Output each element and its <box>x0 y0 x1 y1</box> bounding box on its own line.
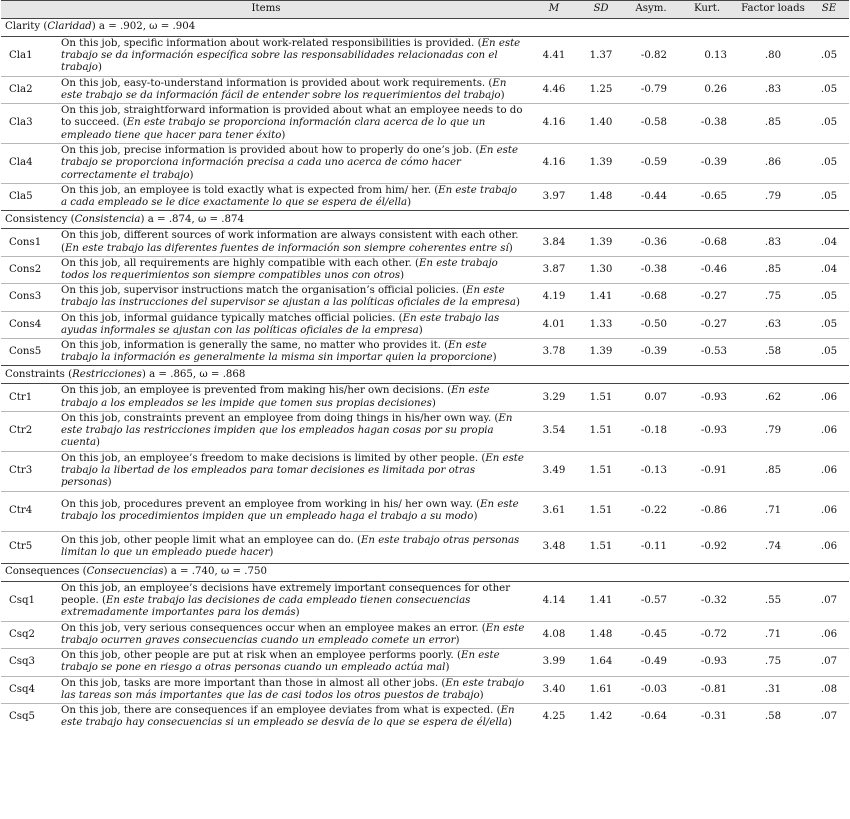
kurtosis-value: 0.26 <box>677 76 737 103</box>
item-text: On this job, information is generally the same, no matter who provides it. (En este trabajo la información es generalmente la misma sin importar quien la proporcione) <box>61 340 497 364</box>
table-row <box>1 339 849 366</box>
sd-value: 1.48 <box>577 621 625 648</box>
sd-value: 1.42 <box>589 711 613 723</box>
item-text: On this job, an employee is told exactly what is expected from him/ her. (En este trabajo a cada empleado se le dice exactamente lo que se espera de él/ella) <box>61 185 517 209</box>
factor-load-value: .79 <box>737 411 809 451</box>
item-text-es: En este trabajo se pone en riesgo a otras personas cuando un empleado actúa mal <box>61 650 500 674</box>
asymmetry-value: -0.50 <box>625 311 677 338</box>
asymmetry-value: -0.11 <box>640 541 668 553</box>
item-code: Ctr3 <box>1 451 57 491</box>
item-code: Cla5 <box>9 191 33 203</box>
mean-value: 3.29 <box>531 384 577 411</box>
header-sd: SD <box>577 1 625 19</box>
item-code: Cons5 <box>9 346 42 358</box>
item-text-en: On this job, constraints prevent an employee from doing things in his/her own way. <box>61 413 492 425</box>
sd-value: 1.39 <box>589 346 613 358</box>
asymmetry-value: -0.79 <box>625 76 677 103</box>
asymmetry-value: -0.36 <box>625 229 677 256</box>
section-header <box>1 19 849 37</box>
mean-value: 4.19 <box>531 284 577 311</box>
item-text-en: On this job, supervisor instructions match the organisation’s official policies. <box>61 285 459 297</box>
kurtosis-value: -0.32 <box>677 581 737 621</box>
factor-load-value: .85 <box>737 256 809 283</box>
se-value: .04 <box>809 229 849 256</box>
section-stats: a = .902, ω = .904 <box>98 21 196 33</box>
header-se: SE <box>809 1 849 19</box>
factor-load-value: .83 <box>737 229 809 256</box>
mean-value: 4.41 <box>531 37 577 77</box>
item-text-en: On this job, very serious consequences occur when an employee makes an error. <box>61 622 479 634</box>
kurtosis-value: -0.93 <box>677 649 737 676</box>
table-row <box>1 531 849 563</box>
mean-value: 3.48 <box>542 541 566 553</box>
item-text-en: On this job, there are consequences if an employee deviates from what is expected. <box>61 705 494 717</box>
mean-value: 4.08 <box>531 621 577 648</box>
se-value: .05 <box>820 191 838 203</box>
asymmetry-value: -0.22 <box>625 491 677 531</box>
mean-value: 3.54 <box>531 411 577 451</box>
se-value: .05 <box>809 76 849 103</box>
section-name-es: Claridad <box>47 21 92 33</box>
item-code: Cla4 <box>1 144 57 184</box>
sd-value: 1.37 <box>577 37 625 77</box>
item-text-en: On this job, easy-to-understand information is provided about work requirements. <box>61 77 486 89</box>
factor-load-value: .63 <box>737 311 809 338</box>
section-title: Consistency (Consistencia) a = .874, ω = .874 <box>1 211 849 229</box>
mean-value: 4.16 <box>531 104 577 144</box>
sd-value: 1.40 <box>577 104 625 144</box>
factor-load-value: .58 <box>764 346 782 358</box>
kurtosis-value: -0.27 <box>677 284 737 311</box>
table-row <box>1 184 849 211</box>
header-items: Items <box>1 1 531 19</box>
sd-value: 1.39 <box>577 144 625 184</box>
item-text: On this job, constraints prevent an employee from doing things in his/her own way. (En este trabajo las restricciones impiden que los empleados hagan cosas por su propia cuenta) <box>57 411 531 451</box>
kurtosis-value: 0.13 <box>677 37 737 77</box>
mean-value: 3.61 <box>531 491 577 531</box>
section-title: Constraints (Restricciones) a = .865, ω = .868 <box>1 366 849 384</box>
factor-load-value: .62 <box>737 384 809 411</box>
asymmetry-value: -0.57 <box>625 581 677 621</box>
item-text-es: En este trabajo a los empleados se les impide que tomen sus propias decisiones <box>61 385 490 409</box>
item-text-es: En este trabajo se proporciona información clara acerca de lo que un empleado tiene que hacer para tener éxito <box>61 117 486 141</box>
item-code: Cons4 <box>1 311 57 338</box>
item-text-en: On this job, other people are put at risk when an employee performs poorly. <box>61 650 454 662</box>
se-value: .06 <box>809 491 849 531</box>
factor-load-value: .86 <box>737 144 809 184</box>
mean-value: 3.84 <box>531 229 577 256</box>
asymmetry-value: -0.49 <box>625 649 677 676</box>
se-value: .05 <box>809 104 849 144</box>
mean-value: 4.46 <box>531 76 577 103</box>
asymmetry-value: -0.59 <box>625 144 677 184</box>
asymmetry-value: -0.64 <box>640 711 668 723</box>
kurtosis-value: -0.68 <box>677 229 737 256</box>
table-row <box>1 311 849 338</box>
mean-value: 4.25 <box>542 711 566 723</box>
mean-value: 3.97 <box>542 191 566 203</box>
factor-load-value: .71 <box>737 491 809 531</box>
item-code: Csq3 <box>1 649 57 676</box>
item-text: On this job, all requirements are highly compatible with each other. (En este trabajo todos los requerimientos son siempre compatibles unos con otros) <box>57 256 531 283</box>
mean-value: 3.87 <box>531 256 577 283</box>
sd-value: 1.30 <box>577 256 625 283</box>
asymmetry-value: -0.58 <box>625 104 677 144</box>
se-value: .05 <box>809 37 849 77</box>
section-header <box>1 366 849 384</box>
section-title: Clarity (Claridad) a = .902, ω = .904 <box>1 19 849 37</box>
kurtosis-value: -0.27 <box>677 311 737 338</box>
kurtosis-value: -0.39 <box>677 144 737 184</box>
item-text-en: On this job, an employee is told exactly what is expected from him/ her. <box>61 185 431 197</box>
item-code: Csq4 <box>1 676 57 703</box>
item-text: On this job, tasks are more important than those in almost all other jobs. (En este trabajo las tareas son más importantes que las de casi todos los otros puestos de trabajo) <box>57 676 531 703</box>
table-row <box>1 451 849 491</box>
table-row <box>1 581 849 621</box>
factor-load-value: .79 <box>764 191 782 203</box>
section-stats: a = .865, ω = .868 <box>149 368 246 380</box>
kurtosis-value: -0.92 <box>700 541 728 553</box>
item-text-es: En este trabajo se da información específica sobre las responsabilidades relacionadas con el trabajo <box>61 38 521 74</box>
table-row <box>1 229 849 256</box>
item-text-es: En este trabajo se proporciona información precisa a cada uno acerca de cómo hacer correctamente el trabajo <box>61 145 519 181</box>
item-text: On this job, other people limit what an employee can do. (En este trabajo otras personas limitan lo que un empleado puede hacer) <box>61 535 520 559</box>
header-mean: M <box>531 1 577 19</box>
item-text-es: En este trabajo las diferentes fuentes de información son siempre coherentes entre sí <box>64 242 509 254</box>
item-text-en: On this job, an employee’s decisions have extremely important consequences for other people. <box>61 583 511 607</box>
item-text-en: On this job, precise information is provided about how to properly do one’s job. <box>61 145 473 157</box>
mean-value: 3.78 <box>542 346 566 358</box>
kurtosis-value: -0.31 <box>700 711 728 723</box>
header-asymmetry: Asym. <box>625 1 677 19</box>
item-text: On this job, precise information is provided about how to properly do one’s job. (En este trabajo se proporciona información precisa a cada uno acerca de cómo hacer correctamente el trabajo) <box>57 144 531 184</box>
kurtosis-value: -0.81 <box>677 676 737 703</box>
sd-value: 1.51 <box>577 491 625 531</box>
table-row <box>1 384 849 411</box>
item-text: On this job, procedures prevent an employee from working in his/ her own way. (En este trabajo los procedimientos impiden que un empleado haga el trabajo a su modo) <box>57 491 531 531</box>
item-code: Cla3 <box>1 104 57 144</box>
factor-load-value: .85 <box>737 451 809 491</box>
sd-value: 1.51 <box>577 411 625 451</box>
se-value: .05 <box>809 284 849 311</box>
table-row <box>1 144 849 184</box>
item-text-en: On this job, information is generally the same, no matter who provides it. <box>61 340 441 352</box>
item-code: Ctr1 <box>1 384 57 411</box>
mean-value: 4.14 <box>531 581 577 621</box>
item-code: Ctr5 <box>9 541 33 553</box>
asymmetry-value: -0.82 <box>625 37 677 77</box>
kurtosis-value: -0.93 <box>677 411 737 451</box>
sd-value: 1.39 <box>577 229 625 256</box>
se-value: .04 <box>809 256 849 283</box>
se-value: .05 <box>809 311 849 338</box>
kurtosis-value: -0.46 <box>677 256 737 283</box>
se-value: .06 <box>809 384 849 411</box>
section-header <box>1 563 849 581</box>
mean-value: 3.40 <box>531 676 577 703</box>
sd-value: 1.25 <box>577 76 625 103</box>
asymmetry-value: -0.03 <box>625 676 677 703</box>
section-stats: a = .874, ω = .874 <box>147 213 244 225</box>
item-code: Csq1 <box>1 581 57 621</box>
item-text: On this job, very serious consequences occur when an employee makes an error. (En este trabajo ocurren graves consecuencias cuando un empleado comete un error) <box>57 621 531 648</box>
item-text: On this job, specific information about work-related responsibilities is provided. (En este trabajo se da información específica sobre las responsabilidades relacionadas con el trabajo) <box>57 37 531 77</box>
asymmetry-value: -0.13 <box>625 451 677 491</box>
item-text: On this job, an employee’s decisions have extremely important consequences for other people. (En este trabajo las decisiones de cada empleado tienen consecuencias extremadamente importantes para los demás) <box>57 581 531 621</box>
factor-load-value: .75 <box>737 649 809 676</box>
kurtosis-value: -0.38 <box>677 104 737 144</box>
item-text-es: En este trabajo ocurren graves consecuencias cuando un empleado comete un error <box>61 622 525 647</box>
mean-value: 4.01 <box>531 311 577 338</box>
item-text-en: On this job, other people limit what an employee can do. <box>61 535 354 547</box>
item-text-es: En este trabajo se da información fácil de entender sobre los requerimientos del trabajo <box>61 77 507 101</box>
item-text: On this job, there are consequences if an employee deviates from what is expected. (En este trabajo hay consecuencias si un empleado se desvía de lo que se espera de él/ella) <box>61 705 515 729</box>
asymmetry-value: -0.18 <box>625 411 677 451</box>
item-text-es: En este trabajo otras personas limitan lo que un empleado puede hacer <box>61 535 520 559</box>
kurtosis-value: -0.86 <box>677 491 737 531</box>
factor-load-value: .85 <box>737 104 809 144</box>
se-value: .06 <box>809 451 849 491</box>
item-text: On this job, informal guidance typically matches official policies. (En este trabajo las ayudas informales se ajustan con las políticas oficiales de la empresa) <box>57 311 531 338</box>
sd-value: 1.33 <box>577 311 625 338</box>
item-code: Cla1 <box>1 37 57 77</box>
table-row <box>1 284 849 311</box>
item-text: On this job, supervisor instructions match the organisation’s official policies. (En este trabajo las instrucciones del supervisor se ajustan a las políticas oficiales de la empresa) <box>57 284 531 311</box>
sd-value: 1.51 <box>577 451 625 491</box>
item-text-es: En este trabajo las instrucciones del supervisor se ajustan a las políticas oficiales de la empresa <box>61 285 516 309</box>
item-code: Csq2 <box>1 621 57 648</box>
table-row <box>1 76 849 103</box>
item-code: Cons2 <box>1 256 57 283</box>
section-name: Consequences <box>5 566 80 578</box>
section-name: Clarity <box>5 21 41 33</box>
sd-value: 1.41 <box>577 284 625 311</box>
section-name-es: Consistencia <box>74 213 141 225</box>
factor-load-value: .58 <box>764 711 782 723</box>
item-text-en: On this job, procedures prevent an employee from working in his/ her own way. <box>61 499 473 511</box>
sd-value: 1.51 <box>589 541 613 553</box>
factor-load-value: .80 <box>737 37 809 77</box>
table-row <box>1 649 849 676</box>
item-code: Cla2 <box>1 76 57 103</box>
table-row <box>1 491 849 531</box>
section-name: Constraints <box>5 368 65 380</box>
item-text: On this job, different sources of work information are always consistent with each other. (En este trabajo las diferentes fuentes de información son siempre coherentes entre sí) <box>57 229 531 256</box>
item-text-en: On this job, specific information about work-related responsibilities is provided. <box>61 38 475 49</box>
se-value: .07 <box>809 581 849 621</box>
item-text-es: En este trabajo la libertad de los empleados para tomar decisiones es limitada por otras personas <box>61 453 524 489</box>
item-code: Ctr4 <box>1 491 57 531</box>
item-code: Ctr2 <box>1 411 57 451</box>
item-text-en: On this job, straightforward information is provided about what an employee needs to do to succeed. <box>61 105 523 129</box>
asymmetry-value: -0.44 <box>640 191 668 203</box>
sd-value: 1.64 <box>577 649 625 676</box>
kurtosis-value: -0.65 <box>700 191 728 203</box>
sd-value: 1.48 <box>589 191 613 203</box>
section-header <box>1 211 849 229</box>
item-text-en: On this job, all requirements are highly compatible with each other. <box>61 257 412 269</box>
item-text-es: En este trabajo las tareas son más importantes que las de casi todos los otros puestos de trabajo <box>61 677 525 701</box>
item-text-en: On this job, informal guidance typically matches official policies. <box>61 312 396 324</box>
section-name-es: Consecuencias <box>86 566 164 578</box>
kurtosis-value: -0.91 <box>677 451 737 491</box>
table-row <box>1 256 849 283</box>
item-text: On this job, other people are put at risk when an employee performs poorly. (En este trabajo se pone en riesgo a otras personas cuando un empleado actúa mal) <box>57 649 531 676</box>
item-text-es: En este trabajo los procedimientos impiden que un empleado haga el trabajo a su modo <box>61 499 519 523</box>
item-text: On this job, an employee is prevented from making his/her own decisions. (En este trabajo a los empleados se les impide que tomen sus propias decisiones) <box>57 384 531 411</box>
se-value: .08 <box>809 676 849 703</box>
item-text-es: En este trabajo las decisiones de cada empleado tienen consecuencias extremadamente importantes para los demás <box>61 595 471 619</box>
factor-load-value: .71 <box>737 621 809 648</box>
item-text-es: En este trabajo las restricciones impiden que los empleados hagan cosas por su propia cuenta <box>61 413 513 449</box>
item-text: On this job, straightforward information is provided about what an employee needs to do to succeed. (En este trabajo se proporciona información clara acerca de lo que un empleado tiene que hacer para tener éxito) <box>57 104 531 144</box>
factor-load-value: .74 <box>764 541 782 553</box>
item-code: Cons3 <box>1 284 57 311</box>
item-text-en: On this job, an employee’s freedom to make decisions is limited by other people. <box>61 453 479 465</box>
item-text-en: On this job, an employee is prevented from making his/her own decisions. <box>61 385 444 397</box>
table-row <box>1 676 849 703</box>
se-value: .07 <box>809 649 849 676</box>
header-row <box>1 1 849 19</box>
table-row <box>1 104 849 144</box>
asymmetry-value: 0.07 <box>625 384 677 411</box>
sd-value: 1.61 <box>577 676 625 703</box>
item-text-es: En este trabajo a cada empleado se le dice exactamente lo que se espera de él/ella <box>61 185 517 209</box>
asymmetry-value: -0.39 <box>640 346 668 358</box>
item-text-es: En este trabajo hay consecuencias si un empleado se desvía de lo que se espera de él/ella <box>61 705 515 729</box>
mean-value: 3.49 <box>531 451 577 491</box>
section-name: Consistency <box>5 213 68 225</box>
item-code: Cons1 <box>1 229 57 256</box>
item-text-es: En este trabajo todos los requerimientos son siempre compatibles unos con otros <box>61 257 498 282</box>
sd-value: 1.51 <box>577 384 625 411</box>
se-value: .05 <box>820 346 838 358</box>
header-factor-loads: Factor loads <box>737 1 809 19</box>
se-value: .06 <box>809 621 849 648</box>
se-value: .05 <box>809 144 849 184</box>
factor-load-value: .55 <box>737 581 809 621</box>
item-text-es: En este trabajo las ayudas informales se ajustan con las políticas oficiales de la empresa <box>61 312 500 336</box>
item-statistics-table <box>1 0 849 730</box>
kurtosis-value: -0.72 <box>677 621 737 648</box>
item-code: Csq5 <box>9 711 36 723</box>
se-value: .06 <box>820 541 838 553</box>
se-value: .06 <box>809 411 849 451</box>
table-row <box>1 37 849 77</box>
asymmetry-value: -0.68 <box>625 284 677 311</box>
se-value: .07 <box>820 711 838 723</box>
section-title: Consequences (Consecuencias) a = .740, ω = .750 <box>1 563 849 581</box>
table-row <box>1 621 849 648</box>
table-row <box>1 704 849 731</box>
factor-load-value: .31 <box>737 676 809 703</box>
table-row <box>1 411 849 451</box>
mean-value: 3.99 <box>531 649 577 676</box>
item-text-en: On this job, different sources of work information are always consistent with each other. <box>61 230 519 242</box>
section-name-es: Restricciones <box>72 368 142 380</box>
header-kurtosis: Kurt. <box>677 1 737 19</box>
section-stats: a = .740, ω = .750 <box>170 566 267 578</box>
table-body <box>1 19 849 731</box>
mean-value: 4.16 <box>531 144 577 184</box>
item-text-en: On this job, tasks are more important than those in almost all other jobs. <box>61 677 439 689</box>
item-text: On this job, easy-to-understand information is provided about work requirements. (En este trabajo se da información fácil de entender sobre los requerimientos del trabajo) <box>57 76 531 103</box>
asymmetry-value: -0.45 <box>625 621 677 648</box>
asymmetry-value: -0.38 <box>625 256 677 283</box>
factor-load-value: .83 <box>737 76 809 103</box>
kurtosis-value: -0.53 <box>700 346 728 358</box>
sd-value: 1.41 <box>577 581 625 621</box>
kurtosis-value: -0.93 <box>677 384 737 411</box>
factor-load-value: .75 <box>737 284 809 311</box>
item-text-es: En este trabajo la información es generalmente la misma sin importar quien la proporcione <box>61 340 493 364</box>
item-text: On this job, an employee’s freedom to make decisions is limited by other people. (En este trabajo la libertad de los empleados para tomar decisiones es limitada por otras personas) <box>57 451 531 491</box>
